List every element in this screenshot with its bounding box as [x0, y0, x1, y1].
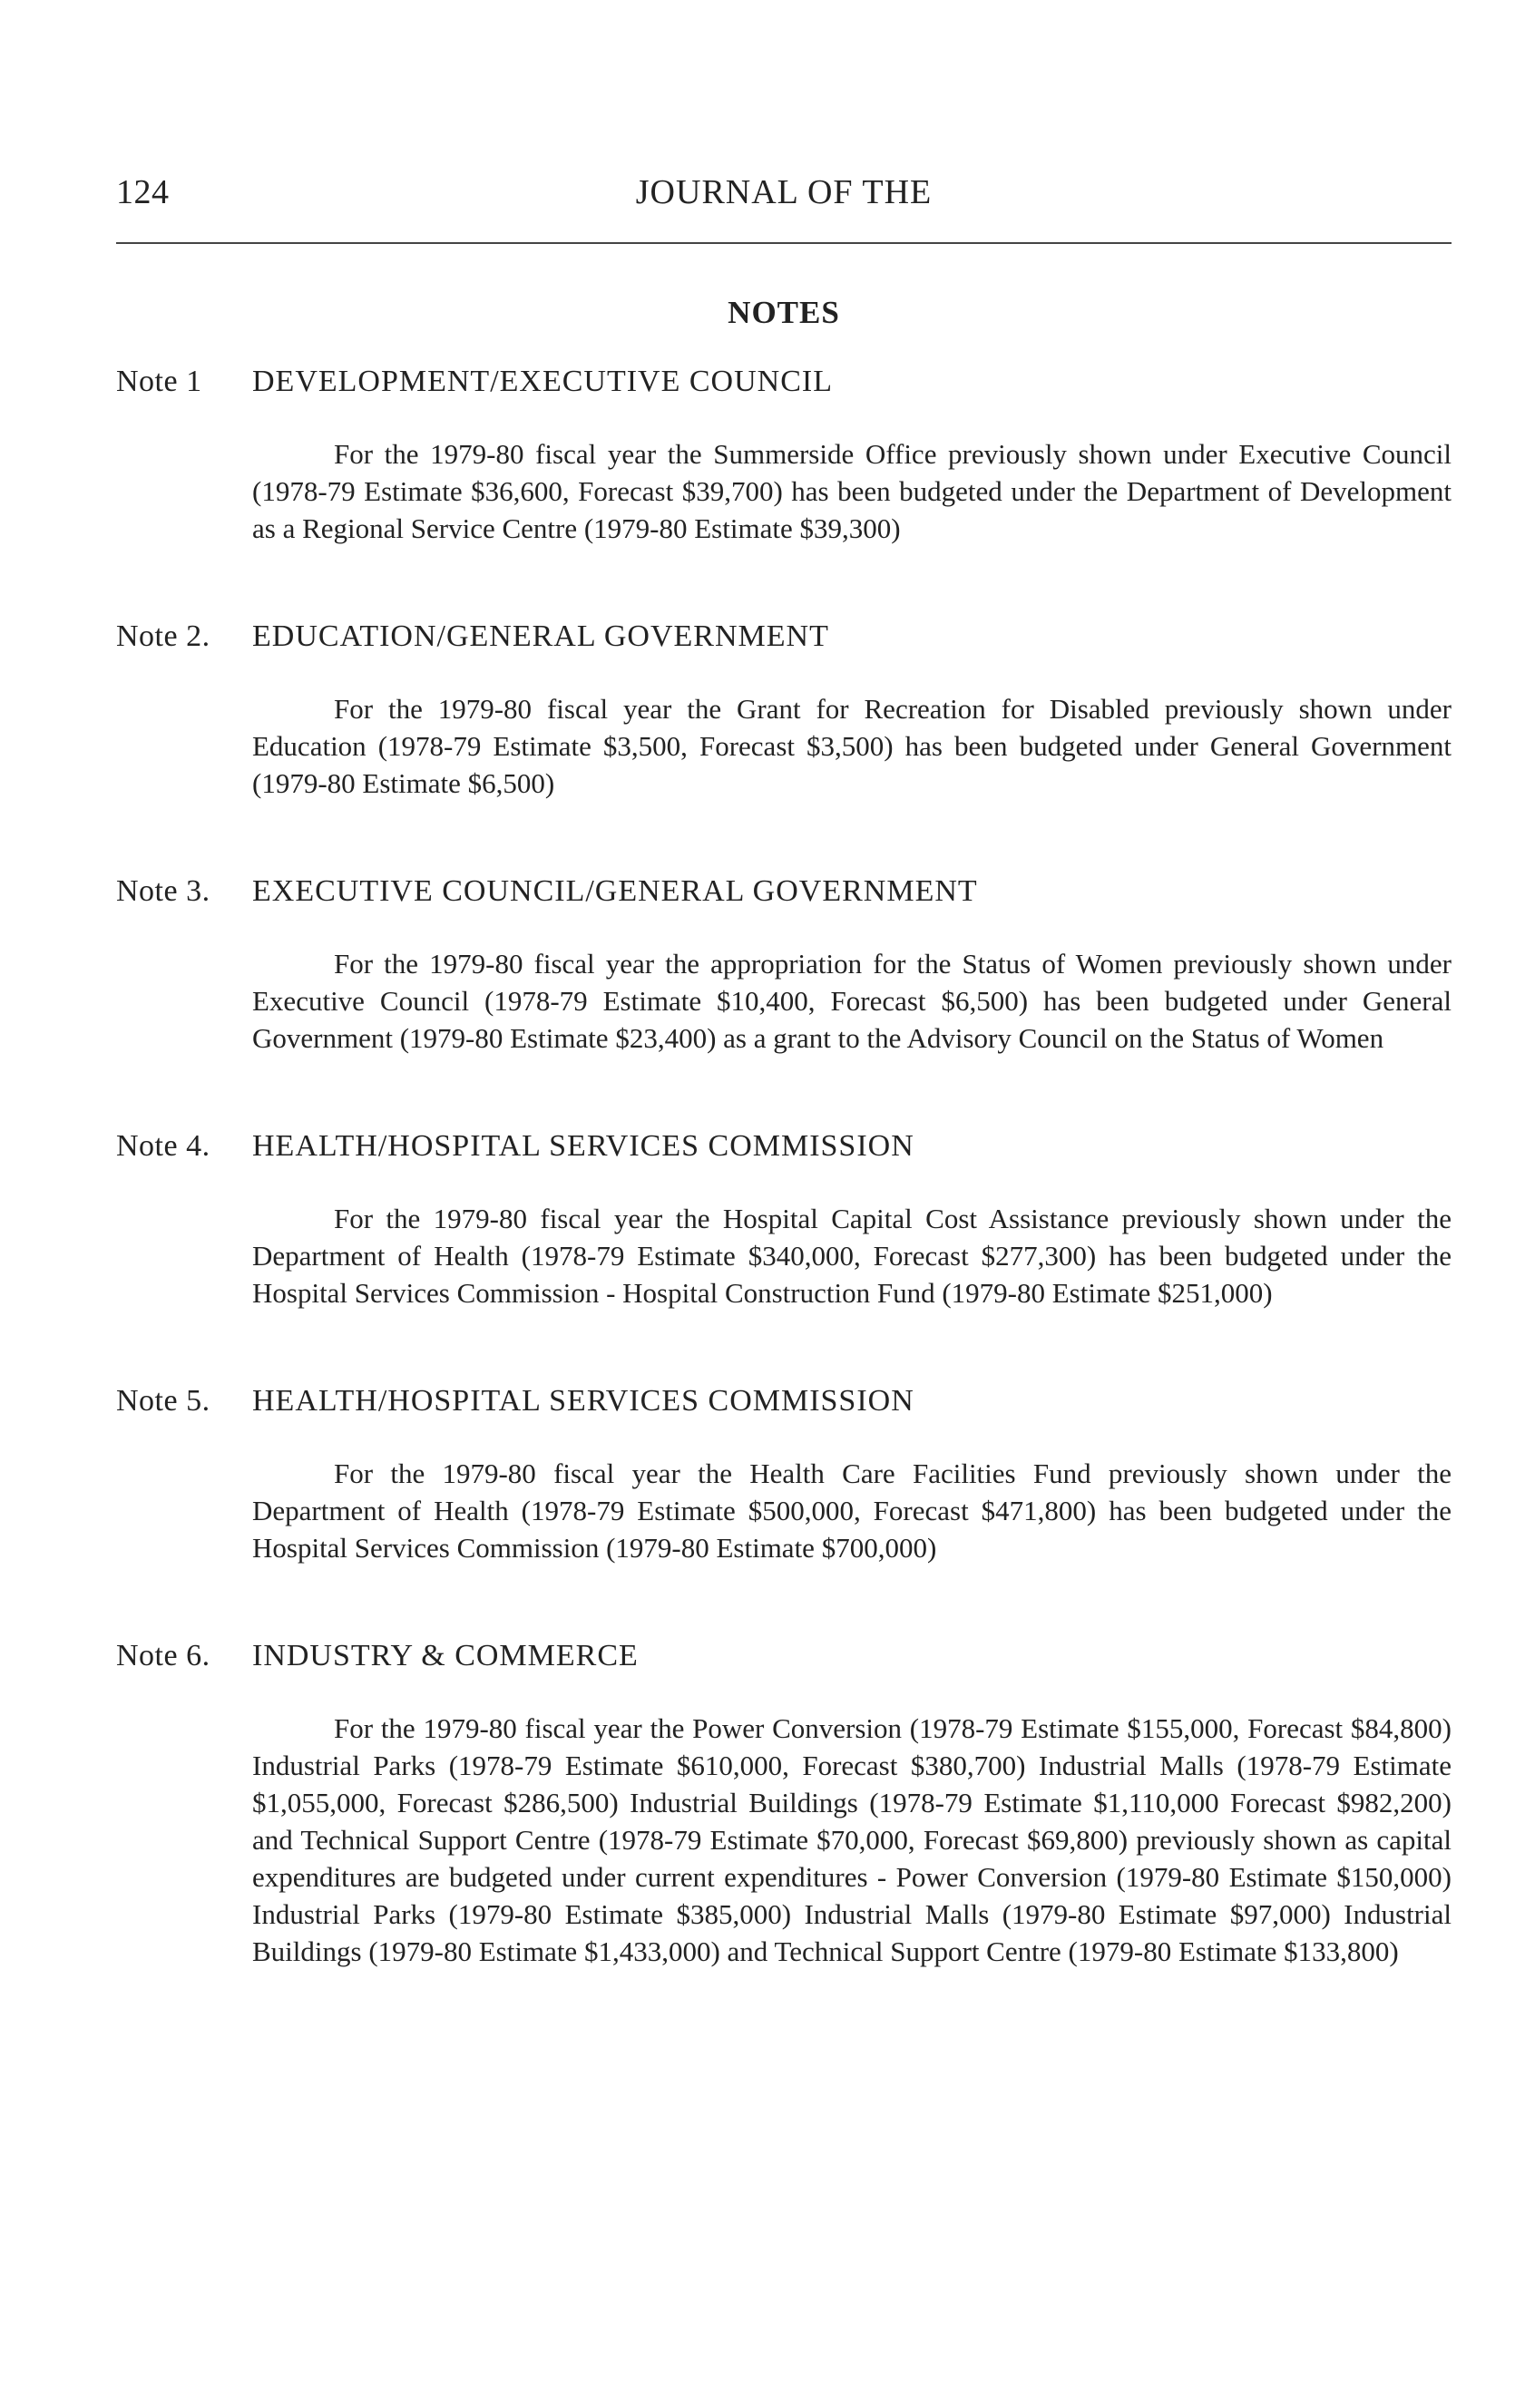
- note-label: Note 2.: [116, 619, 210, 653]
- note-heading: [116, 619, 1452, 667]
- note-body: For the 1979-80 fiscal year the Health Care Facilities Fund previously shown under the Department of Health (1978-79 Estimate $500,000, Forecast $471,800) has been budgeted under the Hospital Services Commission (1979-80 Estimate $700,000): [252, 1457, 1452, 1564]
- note-title: EDUCATION/GENERAL GOVERNMENT: [252, 619, 829, 653]
- note-heading: [116, 1129, 1452, 1176]
- note-heading: [116, 1639, 1452, 1686]
- note-body: For the 1979-80 fiscal year the Summerside Office previously shown under Executive Council (1978-79 Estimate $36,600, Forecast $39,700) has been budgeted under the Department of Development as a Regional Service Centre (1979-80 Estimate $39,300): [252, 438, 1452, 544]
- note-4: [116, 1129, 1452, 1311]
- note-title: DEVELOPMENT/EXECUTIVE COUNCIL: [252, 365, 833, 398]
- note-label: Note 1: [116, 365, 202, 398]
- note-6: [116, 1639, 1452, 1970]
- header-rule: [116, 242, 1452, 244]
- note-label: Note 5.: [116, 1384, 210, 1418]
- page-header: [116, 172, 1452, 236]
- note-label: Note 3.: [116, 874, 210, 908]
- note-title: HEALTH/HOSPITAL SERVICES COMMISSION: [252, 1129, 914, 1163]
- note-body: For the 1979-80 fiscal year the appropriation for the Status of Women previously shown under Executive Council (1978-79 Estimate $10,400, Forecast $6,500) has been budgeted under General Government (1979-80 Estimate $23,400) as a grant to the Advisory Council on the Status of Women: [252, 948, 1452, 1054]
- running-head: JOURNAL OF THE: [635, 173, 933, 211]
- note-heading: [116, 1384, 1452, 1431]
- note-3: [116, 874, 1452, 1057]
- note-label: Note 6.: [116, 1639, 210, 1672]
- note-5: [116, 1384, 1452, 1566]
- note-2: [116, 619, 1452, 802]
- note-body: For the 1979-80 fiscal year the Grant for Recreation for Disabled previously shown under Education (1978-79 Estimate $3,500, Forecast $3,500) has been budgeted under General Government (1979-80 Estimate $6,500): [252, 693, 1452, 799]
- note-label: Note 4.: [116, 1129, 210, 1163]
- note-body: For the 1979-80 fiscal year the Hospital Capital Cost Assistance previously shown under the Department of Health (1978-79 Estimate $340,000, Forecast $277,300) has been budgeted under the Hospital Services Commission - Hospital Construction Fund (1979-80 Estimate $251,000): [252, 1203, 1452, 1309]
- note-heading: [116, 365, 1452, 412]
- note-title: INDUSTRY & COMMERCE: [252, 1639, 639, 1672]
- note-title: EXECUTIVE COUNCIL/GENERAL GOVERNMENT: [252, 874, 978, 908]
- note-heading: [116, 874, 1452, 921]
- note-title: HEALTH/HOSPITAL SERVICES COMMISSION: [252, 1384, 914, 1418]
- section-title: NOTES: [728, 295, 840, 330]
- note-1: [116, 365, 1452, 547]
- page-number: 124: [116, 173, 170, 211]
- note-body: For the 1979-80 fiscal year the Power Conversion (1978-79 Estimate $155,000, Forecast $84,800) Industrial Parks (1978-79 Estimate $610,000, Forecast $380,700) Industrial Malls (1978-79 Estimate $1,055,000, Forecast $286,500) Industrial Buildings (1978-79 Estimate $1,110,000 Forecast $982,200) and Technical Support Centre (1978-79 Estimate $70,000, Forecast $69,800) previously shown as capital expenditures are budgeted under current expenditures - Power Conversion (1979-80 Estimate $150,000) Industrial Parks (1979-80 Estimate $385,000) Industrial Malls (1979-80 Estimate $97,000) Industrial Buildings (1979-80 Estimate $1,433,000) and Technical Support Centre (1979-80 Estimate $133,800): [252, 1712, 1452, 1967]
- notes-list: [116, 365, 1452, 2042]
